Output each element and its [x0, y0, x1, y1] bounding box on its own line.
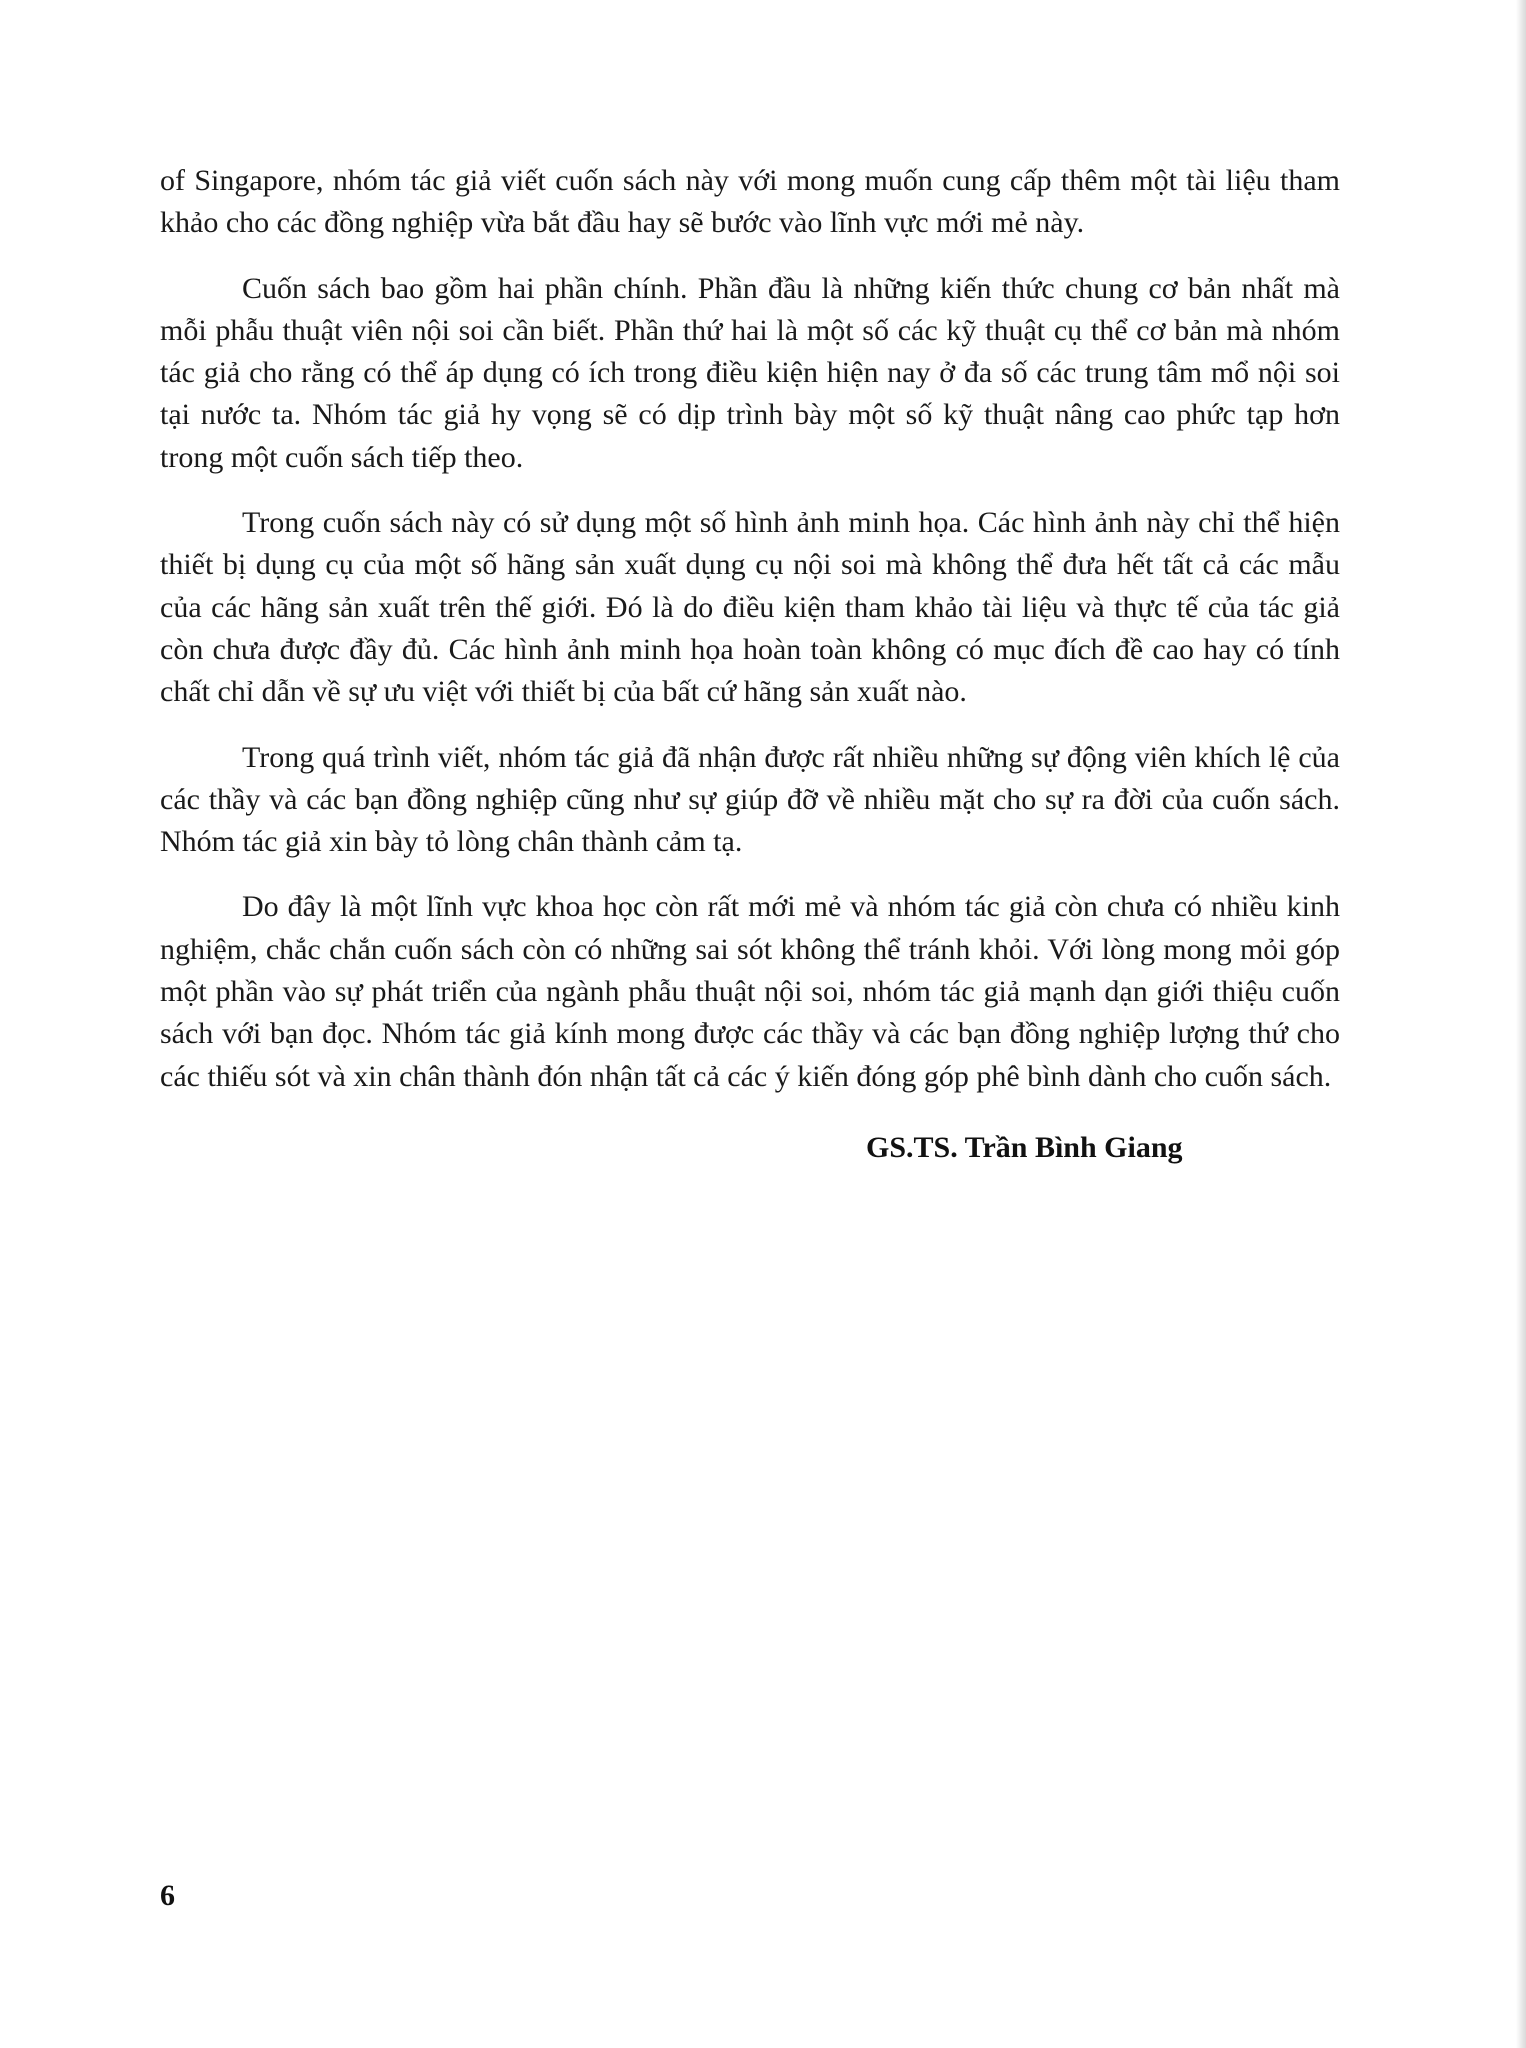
- paragraph-5: Do đây là một lĩnh vực khoa học còn rất mới mẻ và nhóm tác giả còn chưa có nhiều kinh nghiệm, chắc chắn cuốn sách còn có những sai sót không thể tránh khỏi. Với lòng mong mỏi góp một phần vào sự phát triển của ngành phẫu thuật nội soi, nhóm tác giả mạnh dạn giới thiệu cuốn sách với bạn đọc. Nhóm tác giả kính mong được các thầy và các bạn đồng nghiệp lượng thứ cho các thiếu sót và xin chân thành đón nhận tất cả các ý kiến đóng góp phê bình dành cho cuốn sách.: [160, 890, 1340, 1093]
- paragraph-2: Cuốn sách bao gồm hai phần chính. Phần đầu là những kiến thức chung cơ bản nhất mà mỗi phẫu thuật viên nội soi cần biết. Phần thứ hai là một số các kỹ thuật cụ thể cơ bản mà nhóm tác giả cho rằng có thể áp dụng có ích trong điều kiện hiện nay ở đa số các trung tâm mổ nội soi tại nước ta. Nhóm tác giả hy vọng sẽ có dịp trình bày một số kỹ thuật nâng cao phức tạp hơn trong một cuốn sách tiếp theo.: [160, 271, 1340, 474]
- paragraph-4: Trong quá trình viết, nhóm tác giả đã nhận được rất nhiều những sự động viên khích lệ của các thầy và các bạn đồng nghiệp cũng như sự giúp đỡ về nhiều mặt cho sự ra đời của cuốn sách. Nhóm tác giả xin bày tỏ lòng chân thành cảm tạ.: [160, 740, 1340, 859]
- author-signature: GS.TS. Trần Bình Giang: [866, 1131, 1183, 1164]
- page-number: 6: [160, 1879, 175, 1912]
- paragraph-3: Trong cuốn sách này có sử dụng một số hình ảnh minh họa. Các hình ảnh này chỉ thể hiện thiết bị dụng cụ của một số hãng sản xuất dụng cụ nội soi mà không thể đưa hết tất cả các mẫu của các hãng sản xuất trên thế giới. Đó là do điều kiện tham khảo tài liệu và thực tế của tác giả còn chưa được đầy đủ. Các hình ảnh minh họa hoàn toàn không có mục đích đề cao hay có tính chất chỉ dẫn về sự ưu việt với thiết bị của bất cứ hãng sản xuất nào.: [160, 506, 1340, 709]
- paragraph-1: of Singapore, nhóm tác giả viết cuốn sách này với mong muốn cung cấp thêm một tài liệu tham khảo cho các đồng nghiệp vừa bắt đầu hay sẽ bước vào lĩnh vực mới mẻ này.: [160, 164, 1340, 240]
- body-text: [160, 160, 1340, 1121]
